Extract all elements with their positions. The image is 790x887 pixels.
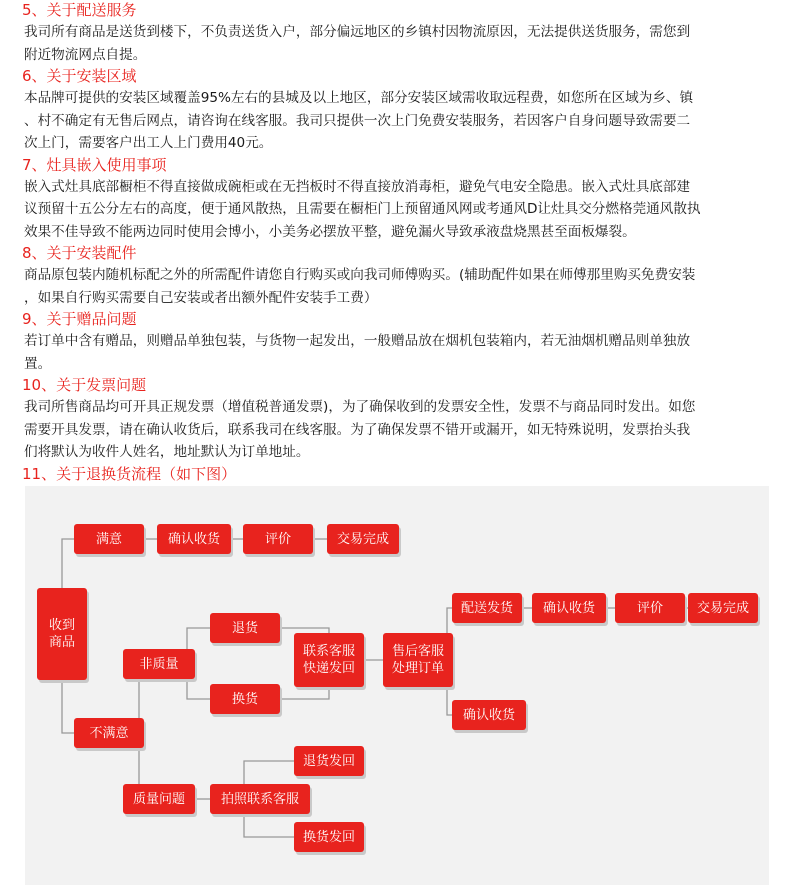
flow-node-contact: 联系客服 快递发回 — [294, 633, 364, 687]
section-line: 附近物流网点自提。 — [24, 46, 147, 63]
section — [22, 375, 770, 464]
section-line: 本品牌可提供的安装区域覆盖95%左右的县城及以上地区，部分安装区域需收取远程费，如您所在区域为乡、镇 — [24, 90, 694, 106]
section-heading: 6、关于安装区域 — [22, 67, 137, 85]
flow-node-exchangeship: 换货发回 — [294, 822, 364, 852]
connector-line — [62, 680, 74, 733]
flow-node-confirm1: 确认收货 — [157, 524, 231, 554]
section-line: 商品原包装内随机标配之外的所需配件请您自行购买或向我司师傅购买。(辅助配件如果在师傅那里购买免费安装 — [24, 267, 696, 283]
section-heading: 5、关于配送服务 — [22, 1, 137, 19]
flow-node-quality: 质量问题 — [123, 784, 195, 814]
section — [22, 0, 770, 66]
section-line: 需要开具发票，请在确认收货后，联系我司在线客服。为了确保发票不错开或漏开，如无特殊说明，发票抬头我 — [24, 421, 691, 438]
section-line: 若订单中含有赠品，则赠品单独包装，与货物一起发出，一般赠品放在烟机包装箱内，若无油烟机赠品则单独放 — [24, 333, 691, 349]
policy-document — [22, 0, 770, 485]
section-line: 、村不确定有无售后网点，请咨询在线客服。我司只提供一次上门免费安装服务，若因客户自身问题导致需要二 — [24, 112, 691, 129]
flow-node-review2: 评价 — [615, 593, 685, 623]
section-line: ，如果自行购买需要自己安装或者出额外配件安装手工费） — [24, 289, 378, 306]
section — [22, 243, 770, 309]
flow-node-review1: 评价 — [243, 524, 313, 554]
section-line: 我司所售商品均可开具正规发票（增值税普通发票)，为了确保收到的发票安全性，发票不与商品同时发出。如您 — [24, 399, 696, 415]
section-line: 效果不佳导致不能两边同时使用会博小，小美务必摆放平整，避免漏火导致承液盘烧黑甚至面板爆裂。 — [24, 223, 636, 240]
flow-node-confirm3: 确认收货 — [452, 700, 526, 730]
flow-node-done2: 交易完成 — [688, 593, 758, 623]
flow-node-unsatisfied: 不满意 — [74, 718, 144, 748]
section-line: 我司所有商品是送货到楼下，不负责送货入户，部分偏远地区的乡镇村因物流原因，无法提供送货服务，需您到 — [24, 24, 691, 40]
connector-line — [244, 814, 294, 837]
section-heading: 9、关于赠品问题 — [22, 310, 137, 328]
flow-node-receive: 收到 商品 — [37, 588, 87, 680]
section-heading: 8、关于安装配件 — [22, 244, 137, 262]
section-heading: 7、灶具嵌入使用事项 — [22, 155, 167, 174]
flow-node-confirm2: 确认收货 — [532, 593, 606, 623]
flow-node-aftersale: 售后客服 处理订单 — [383, 633, 453, 687]
section — [22, 309, 770, 375]
section — [22, 155, 770, 244]
flow-node-done1: 交易完成 — [327, 524, 399, 554]
flow-node-exchange: 换货 — [210, 684, 280, 714]
section-line: 们将默认为收件人姓名，地址默认为订单地址。 — [24, 444, 310, 460]
connector-line — [280, 687, 329, 699]
flow-node-returnship: 退货发回 — [294, 746, 364, 776]
flow-node-return: 退货 — [210, 613, 280, 643]
flow-node-ship: 配送发货 — [452, 593, 522, 623]
flow-node-photo: 拍照联系客服 — [210, 784, 310, 814]
section-heading: 10、关于发票问题 — [22, 376, 147, 394]
section-line: 议预留十五公分左右的高度，便于通风散热，且需要在橱柜门上预留通风网或考通风D让灶具交分燃格莞通风散执 — [24, 201, 701, 217]
connector-line — [244, 761, 294, 784]
section-heading: 11、关于退换货流程（如下图） — [22, 464, 237, 483]
flow-node-satisfied: 满意 — [74, 524, 144, 554]
section-line: 置。 — [24, 355, 52, 372]
section-line: 次上门，需要客户出工人上门费用40元。 — [24, 135, 273, 151]
section — [22, 66, 770, 155]
section-line: 嵌入式灶具底部橱柜不得直接做成碗柜或在无挡板时不得直接放消毒柜，避免气电安全隐患。嵌入式灶具底部建 — [24, 178, 691, 195]
connector-line — [62, 539, 74, 588]
connector-line — [187, 628, 210, 649]
flow-node-nonquality: 非质量 — [123, 649, 195, 679]
return-exchange-flowchart — [25, 486, 769, 885]
section — [22, 464, 770, 485]
connector-line — [187, 679, 210, 699]
